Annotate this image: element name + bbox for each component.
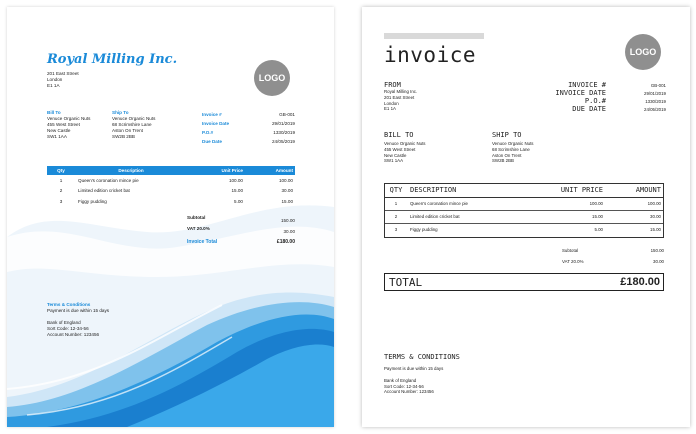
totals-block: Subtotal 150.00 VAT 20.0% 30.00 Invoice Total £180.00 [187, 215, 295, 245]
ship-to-block: Ship To Venuce Organic Nuts 68 Scrimshire Lane Aston On Trent SW2B 2BB [112, 110, 156, 139]
invoice-meta: INVOICE # GB-001 INVOICE DATE 29/01/2019 P.O.# 1330/2019 DUE DATE 24/05/2019 [555, 81, 666, 113]
bill-to-block: BILL TO Venuce Organic Nuts 455 West Street New Castle SW1 1AA [384, 131, 426, 164]
from-block: FROM Royal Milling Inc. 201 East Street London E1 1A [384, 81, 418, 112]
table-header: QTY DESCRIPTION UNIT PRICE AMOUNT [385, 184, 663, 197]
table-row: 3 Figgy pudding 5.00 15.00 [59, 198, 293, 204]
title-accent-bar [384, 33, 484, 39]
terms-block: Terms & Conditions Payment is due within 15 days Bank of England Sort Code: 12-34-56 Account Number: 123456 [47, 302, 110, 337]
table-header: Qty Description Unit Price Amount [47, 166, 295, 175]
invoice-meta: Invoice # GB-001 Invoice Date 29/01/2019 P.O.# 1330/2019 Due Date 24/05/2019 [202, 112, 295, 144]
invoice-template-mono [362, 7, 690, 427]
terms-block: TERMS & CONDITIONS Payment is due within 15 days Bank of England Sort Code: 12-34-56 Account Number: 123456 [384, 353, 460, 395]
totals-block: Subtotal 150.00 VAT 20.0% 30.00 [562, 248, 664, 264]
total-label: TOTAL [389, 276, 423, 289]
line-items-table [384, 183, 664, 238]
ship-to-block: SHIP TO Venuce Organic Nuts 68 Scrimshire Lane Aston On Trent SW2B 2BB [492, 131, 534, 164]
invoice-template-blue [7, 7, 334, 427]
table-row: 2 Limited edition cricket bat 15.00 30.00 [385, 210, 663, 223]
table-row: 2 Limited edition cricket bat 15.00 30.00 [59, 188, 293, 194]
total-box [384, 273, 664, 291]
invoice-title: invoice [384, 43, 477, 67]
table-row: 1 Queen's coronation mince pie 100.00 100.00 [59, 177, 293, 183]
line-items-table [47, 166, 295, 207]
total-value: £180.00 [620, 276, 660, 288]
logo: LOGO [254, 60, 290, 96]
bill-to-block: Bill To Venuce Organic Nuts 455 West Street New Castle SW1 1AA [47, 110, 91, 139]
table-row: 3 Figgy pudding 5.00 15.00 [394, 227, 661, 233]
logo: LOGO [625, 34, 661, 70]
company-name: Royal Milling Inc. [47, 52, 178, 67]
table-row: 1 Queen's coronation mince pie 100.00 100.00 [385, 197, 663, 210]
company-address: 201 East Street London E1 1A [47, 71, 79, 88]
